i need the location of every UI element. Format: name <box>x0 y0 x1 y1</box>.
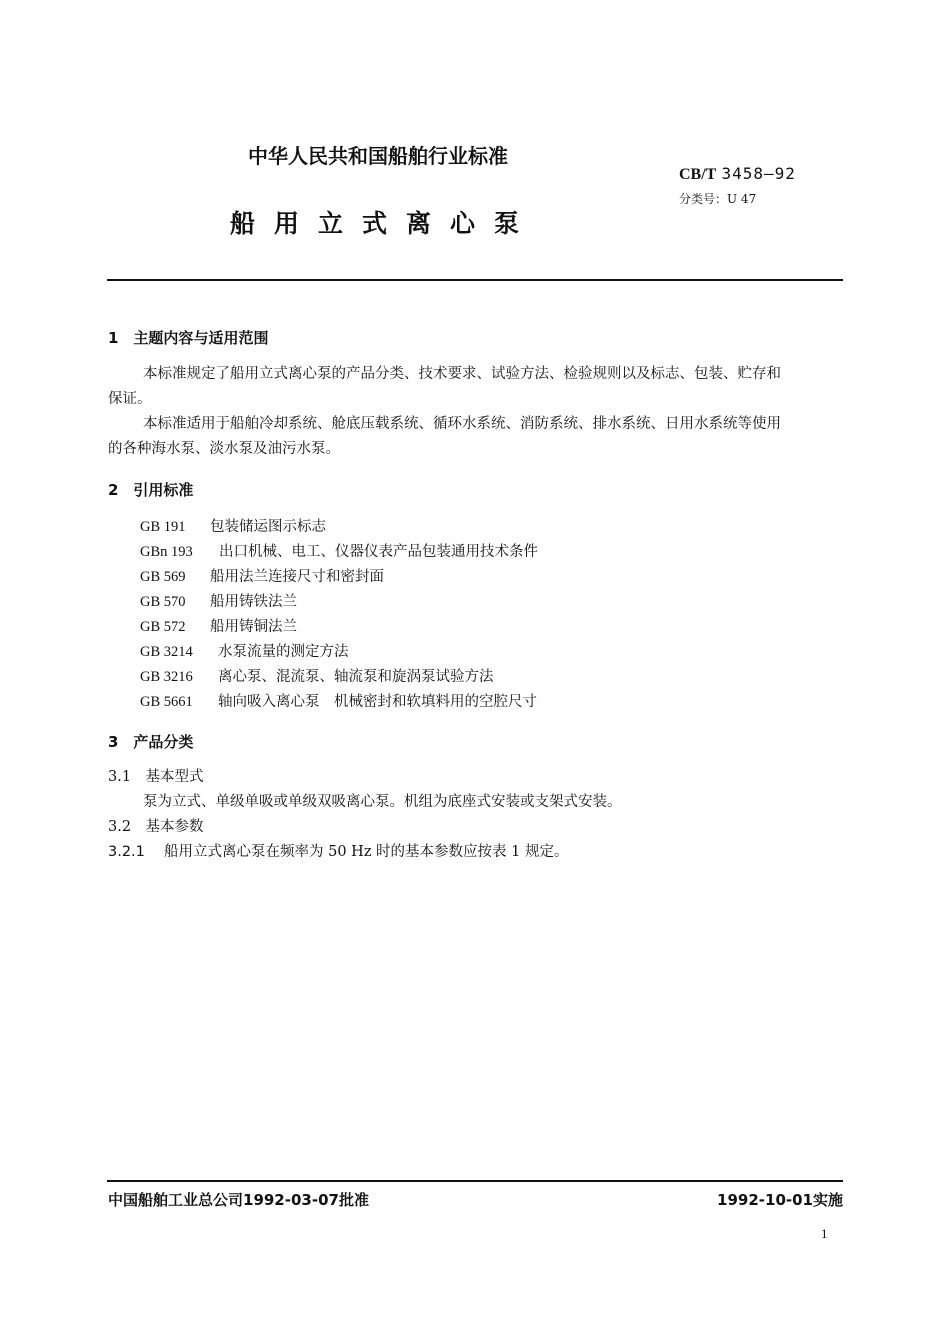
section-3-2-1 <box>108 840 569 865</box>
section-3-1-heading: 3.1 基本型式 <box>108 769 204 785</box>
standard-code <box>679 164 796 184</box>
classification-number: 分类号：U 47 <box>679 192 757 206</box>
reference-code: GB 5661 <box>140 694 193 710</box>
document-title: 船用立式离心泵 <box>230 209 539 238</box>
standard-code-number: 3458—92 <box>721 164 796 183</box>
section-1-heading: 1 主题内容与适用范围 <box>108 329 269 347</box>
reference-item <box>140 665 494 686</box>
section-1-para-2-line-2: 的各种海水泵、淡水泵及油污水泵。 <box>108 441 340 457</box>
reference-code: GB 3216 <box>140 669 193 685</box>
reference-title: 包装储运图示标志 <box>210 519 326 535</box>
reference-code: GB 572 <box>140 619 186 635</box>
reference-item <box>140 615 297 636</box>
reference-code: GB 570 <box>140 594 186 610</box>
reference-title: 船用铸铁法兰 <box>210 594 297 610</box>
reference-title: 离心泵、混流泵、轴流泵和旋涡泵试验方法 <box>218 669 494 685</box>
section-2-heading: 2 引用标准 <box>108 481 194 499</box>
section-3-2-1-number: 3.2.1 <box>108 844 145 860</box>
reference-item <box>140 565 384 586</box>
section-3-2-1-text: 船用立式离心泵在频率为 50 Hz 时的基本参数应按表 1 规定。 <box>164 844 569 860</box>
reference-code: GBn 193 <box>140 544 193 560</box>
standard-code-prefix: CB/T <box>679 166 717 183</box>
section-1-para-2-line-1: 本标准适用于船舶冷却系统、舱底压载系统、循环水系统、消防系统、排水系统、日用水系统等使用 <box>143 416 781 432</box>
implementation-date: 1992-10-01实施 <box>717 1191 843 1209</box>
reference-item <box>140 540 538 561</box>
reference-item <box>140 515 326 536</box>
reference-item <box>140 640 349 661</box>
reference-code: GB 569 <box>140 569 186 585</box>
approval-line: 中国船舶工业总公司1992-03-07批准 <box>108 1191 369 1209</box>
section-1-para-1-line-2: 保证。 <box>108 391 152 407</box>
section-1-para-1-line-1: 本标准规定了船用立式离心泵的产品分类、技术要求、试验方法、检验规则以及标志、包装、贮存和 <box>143 366 781 382</box>
page-number: 1 <box>821 1226 828 1241</box>
reference-code: GB 3214 <box>140 644 193 660</box>
reference-item <box>140 690 537 711</box>
reference-title: 船用铸铜法兰 <box>210 619 297 635</box>
reference-item <box>140 590 297 611</box>
section-3-1-text: 泵为立式、单级单吸或单级双吸离心泵。机组为底座式安装或支架式安装。 <box>143 794 622 810</box>
reference-code: GB 191 <box>140 519 186 535</box>
footer-divider <box>107 1180 843 1182</box>
section-3-heading: 3 产品分类 <box>108 733 194 751</box>
reference-title: 船用法兰连接尺寸和密封面 <box>210 569 384 585</box>
reference-title: 水泵流量的测定方法 <box>218 644 349 660</box>
issuing-body-title: 中华人民共和国船舶行业标准 <box>248 144 508 168</box>
section-3-2-heading: 3.2 基本参数 <box>108 819 204 835</box>
reference-title: 出口机械、电工、仪器仪表产品包装通用技术条件 <box>219 544 538 560</box>
reference-title: 轴向吸入离心泵 机械密封和软填料用的空腔尺寸 <box>218 694 537 710</box>
header-divider <box>107 279 843 281</box>
